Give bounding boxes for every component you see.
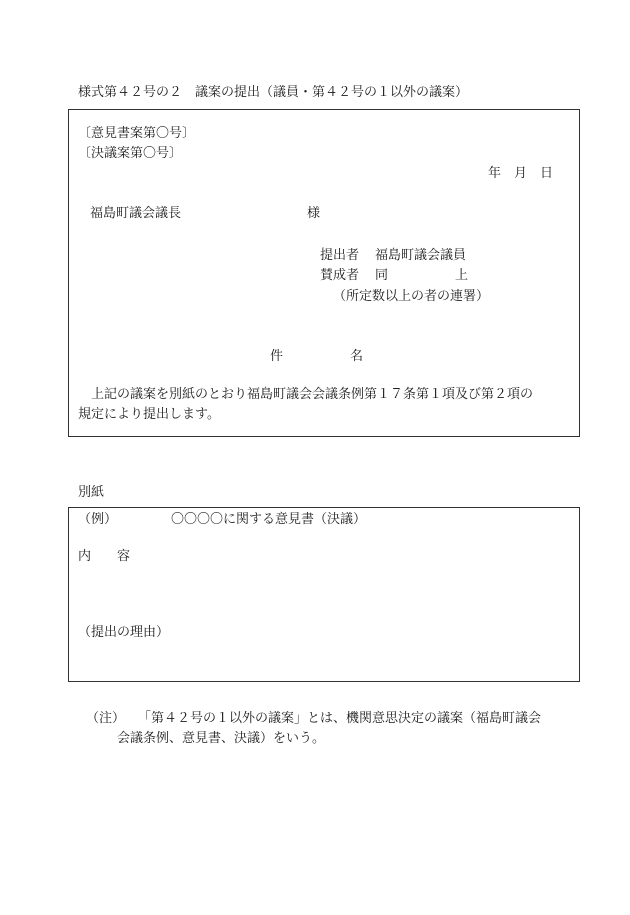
- signature-note: （所定数以上の者の連署）: [333, 289, 490, 304]
- example-label: （例）: [78, 512, 118, 527]
- submitter-value: 福島町議会議員: [375, 248, 467, 263]
- attachment-label: 別紙: [78, 485, 105, 500]
- date-field: 年 月 日: [488, 166, 554, 181]
- form-title: 様式第４２号の２ 議案の提出（議員・第４２号の１以外の議案）: [78, 85, 469, 100]
- opinion-proposal-number: 〔意見書案第〇号〕: [78, 126, 196, 141]
- note-label: （注）: [86, 711, 126, 726]
- content-char-2: 容: [117, 549, 131, 564]
- attachment-box: [68, 507, 580, 682]
- example-title: 〇〇〇〇に関する意見書（決議）: [171, 512, 367, 527]
- note-line-1: 「第４２号の１以外の議案」とは、機関意思決定の議案（福島町議会: [138, 711, 542, 726]
- resolution-proposal-number: 〔決議案第〇号〕: [78, 146, 183, 161]
- subject-char-2: 名: [350, 349, 364, 364]
- supporter-above: 上: [455, 268, 469, 283]
- addressee: 福島町議会議長: [90, 206, 182, 221]
- submitter-label: 提出者: [320, 248, 360, 263]
- content-char-1: 内: [78, 549, 92, 564]
- honorific: 様: [307, 206, 321, 221]
- supporter-label: 賛成者: [320, 268, 360, 283]
- body-line-1: 上記の議案を別紙のとおり福島町議会会議条例第１７条第１項及び第２項の: [91, 387, 534, 402]
- reason-label: （提出の理由）: [78, 625, 170, 640]
- subject-char-1: 件: [270, 349, 284, 364]
- supporter-same: 同: [375, 268, 389, 283]
- note-line-2: 会議条例、意見書、決議）をいう。: [117, 731, 326, 746]
- body-line-2: 規定により提出します。: [78, 407, 220, 422]
